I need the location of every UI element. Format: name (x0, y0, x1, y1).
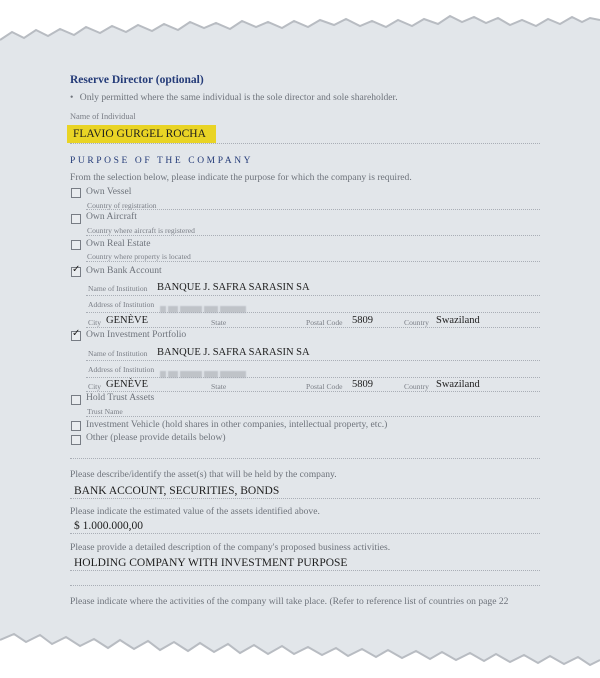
check-mark-icon: ✓ (72, 264, 81, 275)
trust-name-label: Trust Name (87, 407, 123, 416)
portfolio-postal-label: Postal Code (306, 382, 343, 391)
hold-trust-assets-checkbox[interactable] (71, 395, 81, 405)
other-label: Other (please provide details below) (86, 432, 226, 443)
real-estate-line (86, 261, 540, 262)
portfolio-address-label: Address of Institution (88, 365, 155, 374)
bank-address-line (86, 312, 540, 313)
bank-country-value[interactable]: Swaziland (436, 315, 480, 326)
portfolio-country-value[interactable]: Swaziland (436, 379, 480, 390)
name-of-individual-value[interactable]: FLAVIO GURGEL ROCHA (73, 128, 206, 140)
bank-country-label: Country (404, 318, 429, 327)
assets-line (70, 498, 540, 499)
trust-line (86, 416, 540, 417)
own-vessel-label: Own Vessel (86, 186, 132, 197)
bank-postal-label: Postal Code (306, 318, 343, 327)
own-aircraft-label: Own Aircraft (86, 211, 137, 222)
own-bank-account-label: Own Bank Account (86, 265, 162, 276)
bank-city-value[interactable]: GENÈVE (106, 315, 148, 326)
activities-line-2 (70, 585, 540, 586)
name-line (70, 143, 540, 144)
aircraft-line (86, 235, 540, 236)
other-line (70, 458, 540, 459)
investment-vehicle-checkbox[interactable] (71, 421, 81, 431)
assets-answer[interactable]: BANK ACCOUNT, SECURITIES, BONDS (74, 485, 280, 497)
hold-trust-assets-label: Hold Trust Assets (86, 392, 155, 403)
bank-address-label: Address of Institution (88, 300, 155, 309)
bank-address-redacted (160, 300, 248, 309)
bank-institution-label: Name of Institution (88, 284, 148, 293)
bank-city-line (86, 327, 540, 328)
own-vessel-checkbox[interactable] (71, 188, 81, 198)
vessel-line (86, 209, 540, 210)
value-question: Please indicate the estimated value of the assets identified above. (70, 506, 320, 517)
bank-city-label: City (88, 318, 102, 327)
purpose-heading: PURPOSE OF THE COMPANY (70, 156, 254, 166)
location-question: Please indicate where the activities of the company will take place. (Refer to reference list of countries on page 22 (70, 596, 509, 607)
check-mark-icon: ✓ (72, 328, 81, 339)
portfolio-city-value[interactable]: GENÈVE (106, 379, 148, 390)
portfolio-institution-line (86, 360, 540, 361)
assets-question: Please describe/identify the asset(s) that will be held by the company. (70, 469, 337, 480)
own-real-estate-checkbox[interactable] (71, 240, 81, 250)
activities-answer[interactable]: HOLDING COMPANY WITH INVESTMENT PURPOSE (74, 557, 348, 569)
value-answer[interactable]: $ 1.000.000,00 (74, 520, 143, 532)
own-bank-account-checkbox[interactable] (71, 264, 81, 277)
activities-question: Please provide a detailed description of the company's proposed business activities. (70, 542, 391, 553)
own-investment-portfolio-checkbox[interactable] (71, 328, 81, 341)
torn-bottom-edge (0, 604, 600, 678)
bank-state-label: State (211, 318, 227, 327)
investment-vehicle-label: Investment Vehicle (hold shares in other companies, intellectual property, etc.) (86, 419, 388, 430)
portfolio-address-redacted (160, 365, 248, 374)
portfolio-state-label: State (211, 382, 227, 391)
bank-postal-value[interactable]: 5809 (352, 315, 373, 326)
own-real-estate-label: Own Real Estate (86, 238, 151, 249)
own-investment-portfolio-label: Own Investment Portfolio (86, 329, 187, 340)
bank-institution-line (86, 295, 540, 296)
reserve-director-bullet: • Only permitted where the same individual is the sole director and sole shareholder. (70, 92, 398, 103)
aircraft-country-label: Country where aircraft is registered (87, 226, 195, 235)
purpose-intro: From the selection below, please indicate the purpose for which the company is required. (70, 172, 412, 183)
portfolio-institution-value[interactable]: BANQUE J. SAFRA SARASIN SA (157, 347, 310, 358)
bullet-text: Only permitted where the same individual is the sole director and sole shareholder. (79, 92, 398, 103)
portfolio-country-label: Country (404, 382, 429, 391)
value-line (70, 533, 540, 534)
portfolio-city-label: City (88, 382, 102, 391)
vessel-country-label: Country of registration (87, 201, 157, 210)
own-aircraft-checkbox[interactable] (71, 214, 81, 224)
other-checkbox[interactable] (71, 435, 81, 445)
portfolio-institution-label: Name of Institution (88, 349, 148, 358)
bank-institution-value[interactable]: BANQUE J. SAFRA SARASIN SA (157, 282, 310, 293)
torn-top-edge (0, 0, 600, 60)
reserve-director-heading: Reserve Director (optional) (70, 74, 204, 86)
portfolio-postal-value[interactable]: 5809 (352, 379, 373, 390)
activities-line (70, 570, 540, 571)
portfolio-address-line (86, 377, 540, 378)
name-of-individual-label: Name of Individual (70, 112, 136, 121)
property-country-label: Country where property is located (87, 252, 191, 261)
